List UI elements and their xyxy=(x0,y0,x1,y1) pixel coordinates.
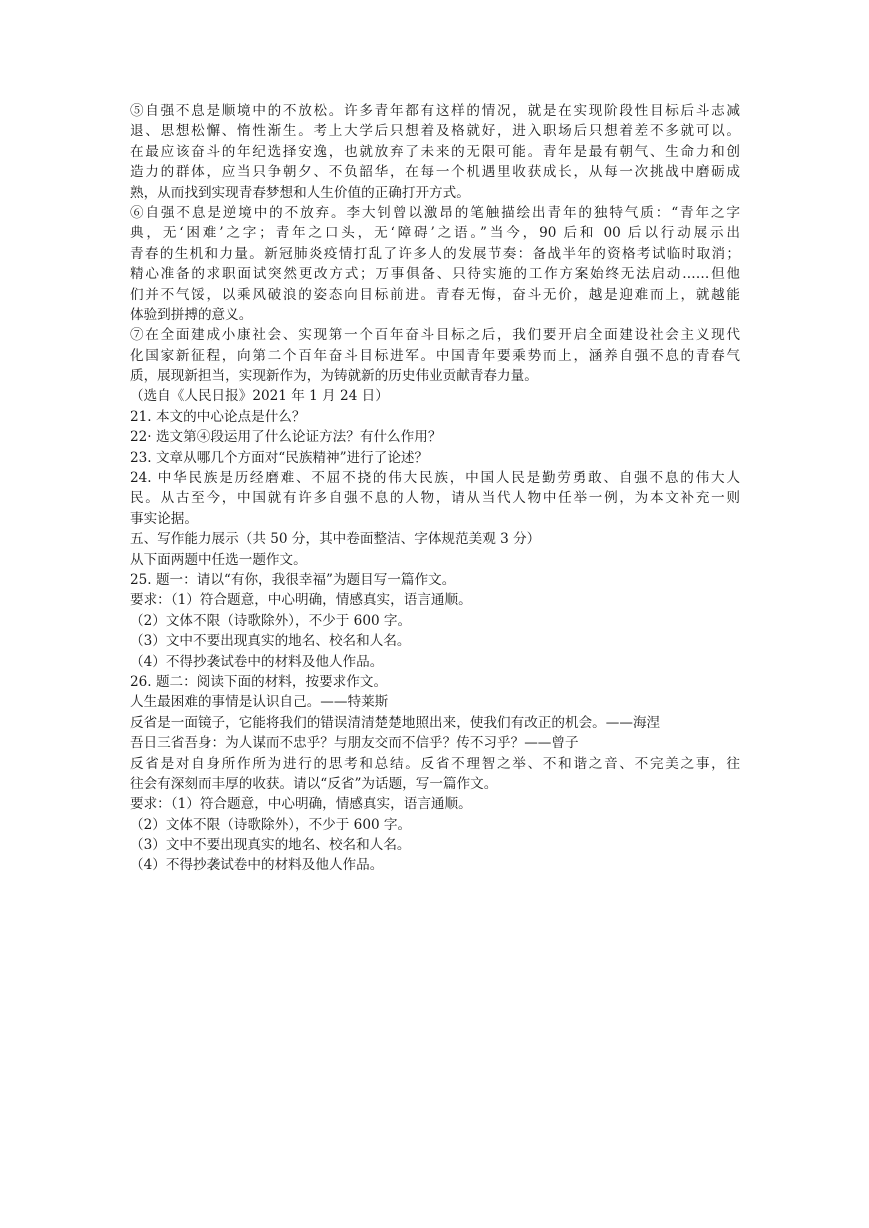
question-24-line: 民。从古至今，中国就有许多自强不息的人物，请从当代人物中任举一例，为本文补充一则 xyxy=(130,490,740,507)
question-23: 23. 文章从哪几个方面对“民族精神”进行了论述？ xyxy=(130,449,429,466)
question-26: 26. 题二：阅读下面的材料，按要求作文。 xyxy=(130,673,388,690)
requirement-3: （3）文中不要出现真实的地名、校名和人名。 xyxy=(130,633,411,650)
para-5-line: ⑤自强不息是顺境中的不放松。许多青年都有这样的情况，就是在实现阶段性目标后斗志减 xyxy=(130,103,740,119)
para-5-line: 造力的群体，应当只争朝夕、不负韶华，在每一个机遇里收获成长，从每一次挑战中磨砺成 xyxy=(130,164,740,181)
para-6-line: 典，无‘困难’之字；青年之口头，无‘障碍’之语。”当今，90 后和 00 后以行动展示出 xyxy=(130,225,740,242)
para-6-line: 体验到拼搏的意义。 xyxy=(130,306,253,323)
requirement-1: 要求：（1）符合题意，中心明确，情感真实，语言通顺。 xyxy=(130,592,472,609)
question-22: 22· 选文第④段运用了什么论证方法？有什么作用？ xyxy=(130,429,442,446)
writing-instruction: 从下面两题中任选一题作文。 xyxy=(130,551,307,568)
requirement-4: （4）不得抄袭试卷中的材料及他人作品。 xyxy=(130,653,384,670)
requirement-3: （3）文中不要出现真实的地名、校名和人名。 xyxy=(130,837,411,854)
quote-line: 人生最困难的事情是认识自己。——特莱斯 xyxy=(130,694,389,711)
requirement-1: 要求：（1）符合题意，中心明确，情感真实，语言通顺。 xyxy=(130,796,472,813)
quote-line: 反省是一面镜子，它能将我们的错误清清楚楚地照出来，使我们有改正的机会。——海涅 xyxy=(130,714,661,731)
requirement-4: （4）不得抄袭试卷中的材料及他人作品。 xyxy=(130,857,384,874)
para-6-line: 们并不气馁，以乘风破浪的姿态向目标前进。青春无悔，奋斗无价，越是迎难而上，就越能 xyxy=(130,286,740,303)
question-21: 21. 本文的中心论点是什么？ xyxy=(130,408,306,425)
quote-line: 吾日三省吾身：为人谋而不忠乎？与朋友交而不信乎？传不习乎？——曾子 xyxy=(130,735,579,752)
para-6-line: 青春的生机和力量。新冠肺炎疫情打乱了许多人的发展节奏：备战半年的资格考试临时取消； xyxy=(130,245,740,262)
material-line: 往会有深刻而丰厚的收获。请以“反省”为话题，写一篇作文。 xyxy=(130,775,498,792)
para-6-line: ⑥自强不息是逆境中的不放弃。李大钊曾以激昂的笔触描绘出青年的独特气质：“青年之字 xyxy=(130,204,740,221)
para-5-line: 退、思想松懈、惰性渐生。考上大学后只想着及格就好，进入职场后只想着差不多就可以。 xyxy=(130,123,740,140)
question-25: 25. 题一：请以“有你，我很幸福”为题目写一篇作文。 xyxy=(130,571,456,588)
para-5-line: 熟，从而找到实现青春梦想和人生价值的正确打开方式。 xyxy=(130,184,470,201)
para-7-line: 质，展现新担当，实现新作为，为铸就新的历史伟业贡献青春力量。 xyxy=(130,368,538,385)
requirement-2: （2）文体不限（诗歌除外），不少于 600 字。 xyxy=(130,612,412,629)
material-line: 反省是对自身所作所为进行的思考和总结。反省不理智之举、不和谐之音、不完美之事，往 xyxy=(130,755,740,772)
section-5-heading: 五、写作能力展示（共 50 分，其中卷面整洁、字体规范美观 3 分） xyxy=(130,531,541,548)
document-page xyxy=(130,101,740,876)
para-7-line: ⑦在全面建成小康社会、实现第一个百年奋斗目标之后，我们要开启全面建设社会主义现代 xyxy=(130,327,740,344)
question-24-line: 24. 中华民族是历经磨难、不屈不挠的伟大民族，中国人民是勤劳勇敢、自强不息的伟大人 xyxy=(130,470,740,487)
para-6-line: 精心准备的求职面试突然更改方式；万事俱备、只待实施的工作方案始终无法启动……但他 xyxy=(130,266,740,283)
source-citation: （选自《人民日报》2021 年 1 月 24 日） xyxy=(130,388,389,405)
requirement-2: （2）文体不限（诗歌除外），不少于 600 字。 xyxy=(130,816,412,833)
para-5-line: 在最应该奋斗的年纪选择安逸，也就放弃了未来的无限可能。青年是最有朝气、生命力和创 xyxy=(130,143,740,160)
para-7-line: 化国家新征程，向第二个百年奋斗目标进军。中国青年要乘势而上，涵养自强不息的青春气 xyxy=(130,347,740,364)
question-24-line: 事实论据。 xyxy=(130,510,198,527)
